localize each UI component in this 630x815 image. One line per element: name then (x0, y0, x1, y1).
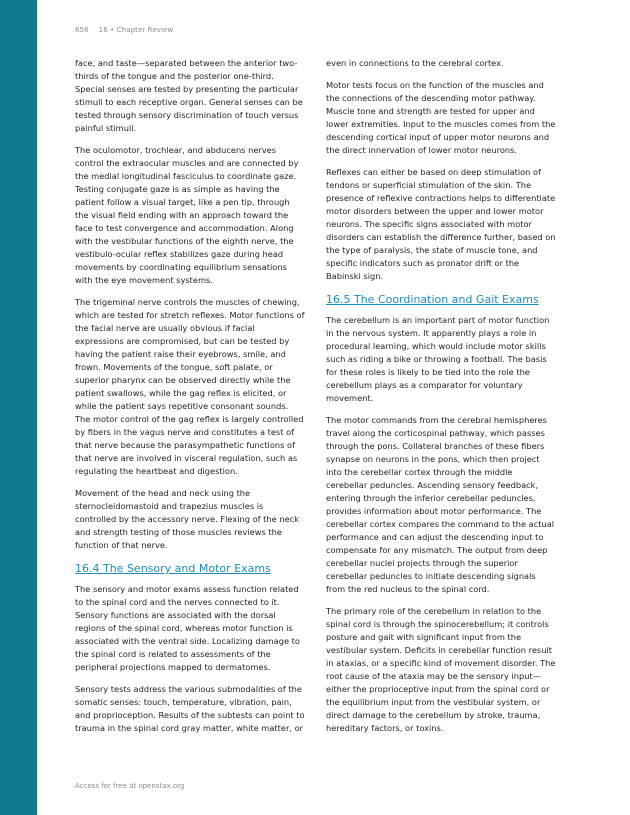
paragraph: Reflexes can either be based on deep stimulation of tendons or superficial stimulation of the skin. The presence of reflexive contractions helps to differentiate motor disorders between the upper and lower motor neurons. The specific signs associated with motor disorders can establish the difference further, based on the type of paralysis, the state of muscle tone, and specific indicators such as pronator drift or the Babinski sign. (326, 167, 556, 281)
paragraph: The motor commands from the cerebral hemispheres travel along the corticospinal pathway, which passes through the pons. Collateral branches of these fibers synapse on neurons in the pons, which then project into the cerebellar cortex through the middle cerebellar peduncles. Ascending sensory feedback, entering through the inferior cerebellar peduncles, provides information about motor performance. The cerebellar cortex compares the command to the actual performance and can adjust the descending input to compensate for any mismatch. The output from deep cerebellar nuclei projects through the superior cerebellar peduncles to initiate descending signals from the red nucleus to the spinal cord. (326, 415, 555, 594)
paragraph: The sensory and motor exams assess function related to the spinal cord and the nerves connected to it. Sensory functions are associated with the dorsal regions of the spinal cord, whereas motor function is associated with the ventral side. Localizing damage to the spinal cord is related to assessments of the peripheral projections mapped to dermatomes. (75, 584, 300, 672)
right-column (326, 57, 556, 744)
page-number: 656 (75, 26, 89, 34)
paragraph: face, and taste—separated between the anterior two-thirds of the tongue and the posterior one-third. Special senses are tested by presenting the particular stimuli to each receptive organ. General senses can be tested through sensory discrimination of touch versus painful stimuli. (75, 58, 303, 133)
page-footer: Access for free at openstax.org (75, 782, 185, 790)
page-header (75, 26, 173, 34)
section-heading-16-5[interactable]: 16.5 The Coordination and Gait Exams (326, 293, 539, 306)
left-column (75, 57, 305, 744)
side-color-band (0, 0, 37, 815)
chapter-label: 16 • Chapter Review (98, 26, 174, 34)
paragraph: Movement of the head and neck using the sternocleidomastoid and trapezius muscles is controlled by the accessory nerve. Flexing of the neck and strength testing of those muscles reviews the function of that nerve. (75, 488, 299, 550)
paragraph: The oculomotor, trochlear, and abducens nerves control the extraocular muscles and are connected by the medial longitudinal fasciculus to coordinate gaze. Testing conjugate gaze is as simple as having the patient follow a visual target, like a pen tip, through the visual field ending with an approach toward the face to test convergence and accommodation. Along with the vestibular functions of the eighth nerve, the vestibulo-ocular reflex stabilizes gaze during head movements by coordinating equilibrium sensations with the eye movement systems. (75, 145, 299, 285)
paragraph: The trigeminal nerve controls the muscles of chewing, which are tested for stretch reflexes. Motor functions of the facial nerve are usually obvious if facial expressions are compromised, but can be tested by having the patient raise their eyebrows, smile, and frown. Movements of the tongue, soft palate, or superior pharynx can be observed directly while the patient swallows, while the gag reflex is elicited, or while the patient says repetitive consonant sounds. The motor control of the gag reflex is largely controlled by fibers in the vagus nerve and constitutes a test of that nerve because the parasympathetic functions of that nerve are involved in visceral regulation, such as regulating the heartbeat and digestion. (75, 297, 305, 476)
paragraph: The primary role of the cerebellum in relation to the spinal cord is through the spinocerebellum; it controls posture and gait with significant input from the vestibular system. Deficits in cerebellar function result in ataxias, or a specific kind of movement disorder. The root cause of the ataxia may be the sensory input—either the proprioceptive input from the spinal cord or the equilibrium input from the vestibular system, or direct damage to the cerebellum by stroke, trauma, hereditary factors, or toxins. (326, 606, 556, 733)
paragraph: Motor tests focus on the function of the muscles and the connections of the descending motor pathway. Muscle tone and strength are tested for upper and lower extremities. Input to the muscles comes from the descending cortical input of upper motor neurons and the direct innervation of lower motor neurons. (326, 80, 556, 155)
paragraph: The cerebellum is an important part of motor function in the nervous system. It apparently plays a role in procedural learning, which would include motor skills such as riding a bike or throwing a football. The basis for these roles is likely to be tied into the role the cerebellum plays as a comparator for voluntary movement. (326, 315, 550, 403)
paragraph: even in connections to the cerebral cortex. (326, 58, 504, 68)
paragraph: Sensory tests address the various submodalities of the somatic senses: touch, temperature, vibration, pain, and proprioception. Results of the subtests can point to trauma in the spinal cord gray matter, white matter, or (75, 684, 305, 733)
section-heading-16-4[interactable]: 16.4 The Sensory and Motor Exams (75, 562, 271, 575)
